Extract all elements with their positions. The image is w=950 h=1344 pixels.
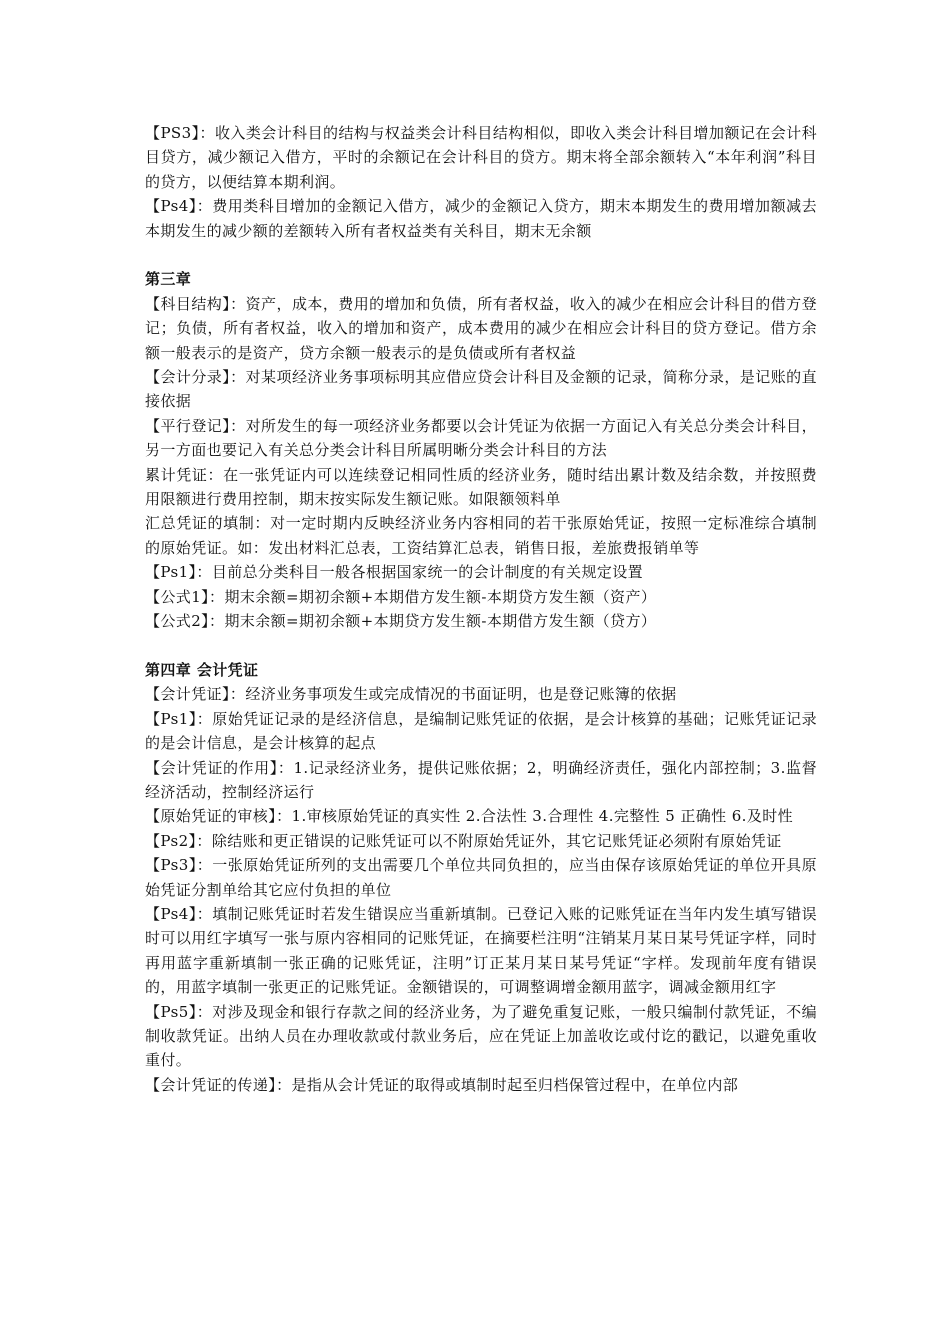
paragraph bbox=[145, 414, 817, 463]
paragraph-lead: 【会计凭证的作用】： bbox=[145, 758, 294, 777]
paragraph-text: 期末余额=期初余额+本期借方发生额-本期贷方发生额（资产） bbox=[224, 587, 657, 606]
paragraph bbox=[145, 121, 817, 194]
section-spacer bbox=[145, 243, 817, 267]
paragraph bbox=[145, 292, 817, 365]
paragraph-text: 汇总凭证的填制：对一定时期内反映经济业务内容相同的若干张原始凭证，按照一定标准综合填制的原始凭证。如：发出材料汇总表，工资结算汇总表，销售日报，差旅费报销单等 bbox=[145, 514, 817, 557]
paragraph-lead: 【Ps2】： bbox=[145, 831, 212, 850]
section-chapter-4 bbox=[145, 658, 817, 1097]
paragraph-text: 一张原始凭证所列的支出需要几个单位共同负担的，应当由保存该原始凭证的单位开具原始凭证分割单给其它应付负担的单位 bbox=[145, 856, 817, 899]
paragraph-lead: 【原始凭证的审核】： bbox=[145, 807, 292, 826]
paragraph-text: 费用类科目增加的金额记入借方，减少的金额记入贷方，期末本期发生的费用增加额减去本期发生的减少额的差额转入所有者权益类有关科目，期末无余额 bbox=[145, 197, 817, 240]
paragraph-lead: 【Ps3】： bbox=[145, 856, 213, 875]
paragraph bbox=[145, 511, 817, 560]
paragraph bbox=[145, 365, 817, 414]
paragraph bbox=[145, 194, 817, 243]
section-spacer bbox=[145, 634, 817, 658]
paragraph-text: 原始凭证记录的是经济信息，是编制记账凭证的依据，是会计核算的基础；记账凭证记录的是会计信息，是会计核算的起点 bbox=[145, 709, 817, 753]
paragraph-text: 填制记账凭证时若发生错误应当重新填制。已登记入账的记账凭证在当年内发生填写错误时可以用红字填写一张与原内容相同的记账凭证，在摘要栏注明“注销某月某日某号凭证字样，同时再用蓝字重新填制一张正确的记账凭证，注明”订正某月某日某号凭证“字样。发现前年度有错误的，用蓝字填制一张更正的记账凭证。金额错误的，可调整调增金额用蓝字，调减金额用红字 bbox=[145, 904, 817, 997]
paragraph bbox=[145, 585, 817, 609]
section-chapter-3 bbox=[145, 267, 817, 633]
paragraph-lead: 【Ps5】： bbox=[145, 1002, 213, 1021]
chapter-heading: 第四章 会计凭证 bbox=[145, 660, 259, 679]
paragraph-text: 对涉及现金和银行存款之间的经济业务，为了避免重复记账，一般只编制付款凭证，不编制收款凭证。出纳人员在办理收款或付款业务后，应在凭证上加盖收讫或付讫的戳记，以避免重收重付。 bbox=[145, 1002, 817, 1070]
paragraph-lead: 【公式1】： bbox=[145, 587, 225, 606]
paragraph-lead: 【Ps4】： bbox=[145, 904, 213, 923]
paragraph-text: 1.记录经济业务，提供记账依据；2，明确经济责任，强化内部控制；3.监督经济活动，控制经济运行 bbox=[145, 758, 817, 801]
paragraph-lead: 【Ps4】： bbox=[145, 197, 213, 216]
section-continuation bbox=[145, 121, 817, 243]
paragraph bbox=[145, 463, 817, 512]
paragraph-text: 累计凭证：在一张凭证内可以连续登记相同性质的经济业务，随时结出累计数及结余数，并按照费用限额进行费用控制，期末按实际发生额记账。如限额领料单 bbox=[145, 465, 817, 509]
paragraph-text: 对某项经济业务事项标明其应借应贷会计科目及金额的记录，简称分录，是记账的直接依据 bbox=[145, 368, 817, 411]
paragraph-text: 对所发生的每一项经济业务都要以会计凭证为依据一方面记入有关总分类会计科目，另一方面也要记入有关总分类会计科目所属明晰分类会计科目的方法 bbox=[145, 416, 817, 460]
paragraph-text: 经济业务事项发生或完成情况的书面证明，也是登记账簿的依据 bbox=[245, 685, 677, 704]
paragraph-text: 除结账和更正错误的记账凭证可以不附原始凭证外，其它记账凭证必须附有原始凭证 bbox=[211, 831, 782, 850]
paragraph bbox=[145, 804, 817, 828]
paragraph bbox=[145, 707, 817, 756]
paragraph-text: 期末余额=期初余额+本期贷方发生额-本期借方发生额（贷方） bbox=[224, 612, 657, 631]
paragraph-text: 是指从会计凭证的取得或填制时起至归档保管过程中，在单位内部 bbox=[291, 1075, 739, 1094]
chapter-heading: 第三章 bbox=[145, 270, 192, 289]
document-body bbox=[145, 121, 817, 1097]
paragraph-lead: 【公式2】： bbox=[145, 612, 225, 631]
paragraph-lead: 【会计凭证的传递】： bbox=[145, 1075, 292, 1094]
paragraph bbox=[145, 1000, 817, 1073]
paragraph-text: 目前总分类科目一般各根据国家统一的会计制度的有关规定设置 bbox=[211, 563, 644, 582]
paragraph-lead: 【会计凭证】： bbox=[145, 685, 246, 704]
paragraph bbox=[145, 609, 817, 633]
paragraph-text: 1.审核原始凭证的真实性 2.合法性 3.合理性 4.完整性 5 正确性 6.及时性 bbox=[291, 807, 794, 826]
paragraph-text: 资产，成本，费用的增加和负债，所有者权益，收入的减少在相应会计科目的借方登记；负债，所有者权益，收入的增加和资产，成本费用的减少在相应会计科目的贷方登记。借方余额一般表示的是资产，贷方余额一般表示的是负债或所有者权益 bbox=[145, 294, 817, 362]
paragraph bbox=[145, 560, 817, 584]
paragraph-lead: 【会计分录】： bbox=[145, 368, 246, 387]
paragraph bbox=[145, 902, 817, 1000]
paragraph-lead: 【Ps1】： bbox=[145, 563, 212, 582]
paragraph bbox=[145, 756, 817, 805]
paragraph-lead: 【科目结构】： bbox=[145, 294, 246, 313]
paragraph bbox=[145, 682, 817, 706]
paragraph-lead: 【Ps1】： bbox=[145, 709, 213, 728]
paragraph bbox=[145, 829, 817, 853]
paragraph-text: 收入类会计科目的结构与权益类会计科目结构相似，即收入类会计科目增加额记在会计科目贷方，减少额记入借方，平时的余额记在会计科目的贷方。期末将全部余额转入“本年利润”科目的贷方，以便结算本期利润。 bbox=[145, 124, 818, 191]
paragraph-lead: 【PS3】： bbox=[145, 124, 215, 142]
paragraph bbox=[145, 1073, 817, 1097]
paragraph bbox=[145, 853, 817, 902]
paragraph-lead: 【平行登记】： bbox=[145, 416, 246, 435]
